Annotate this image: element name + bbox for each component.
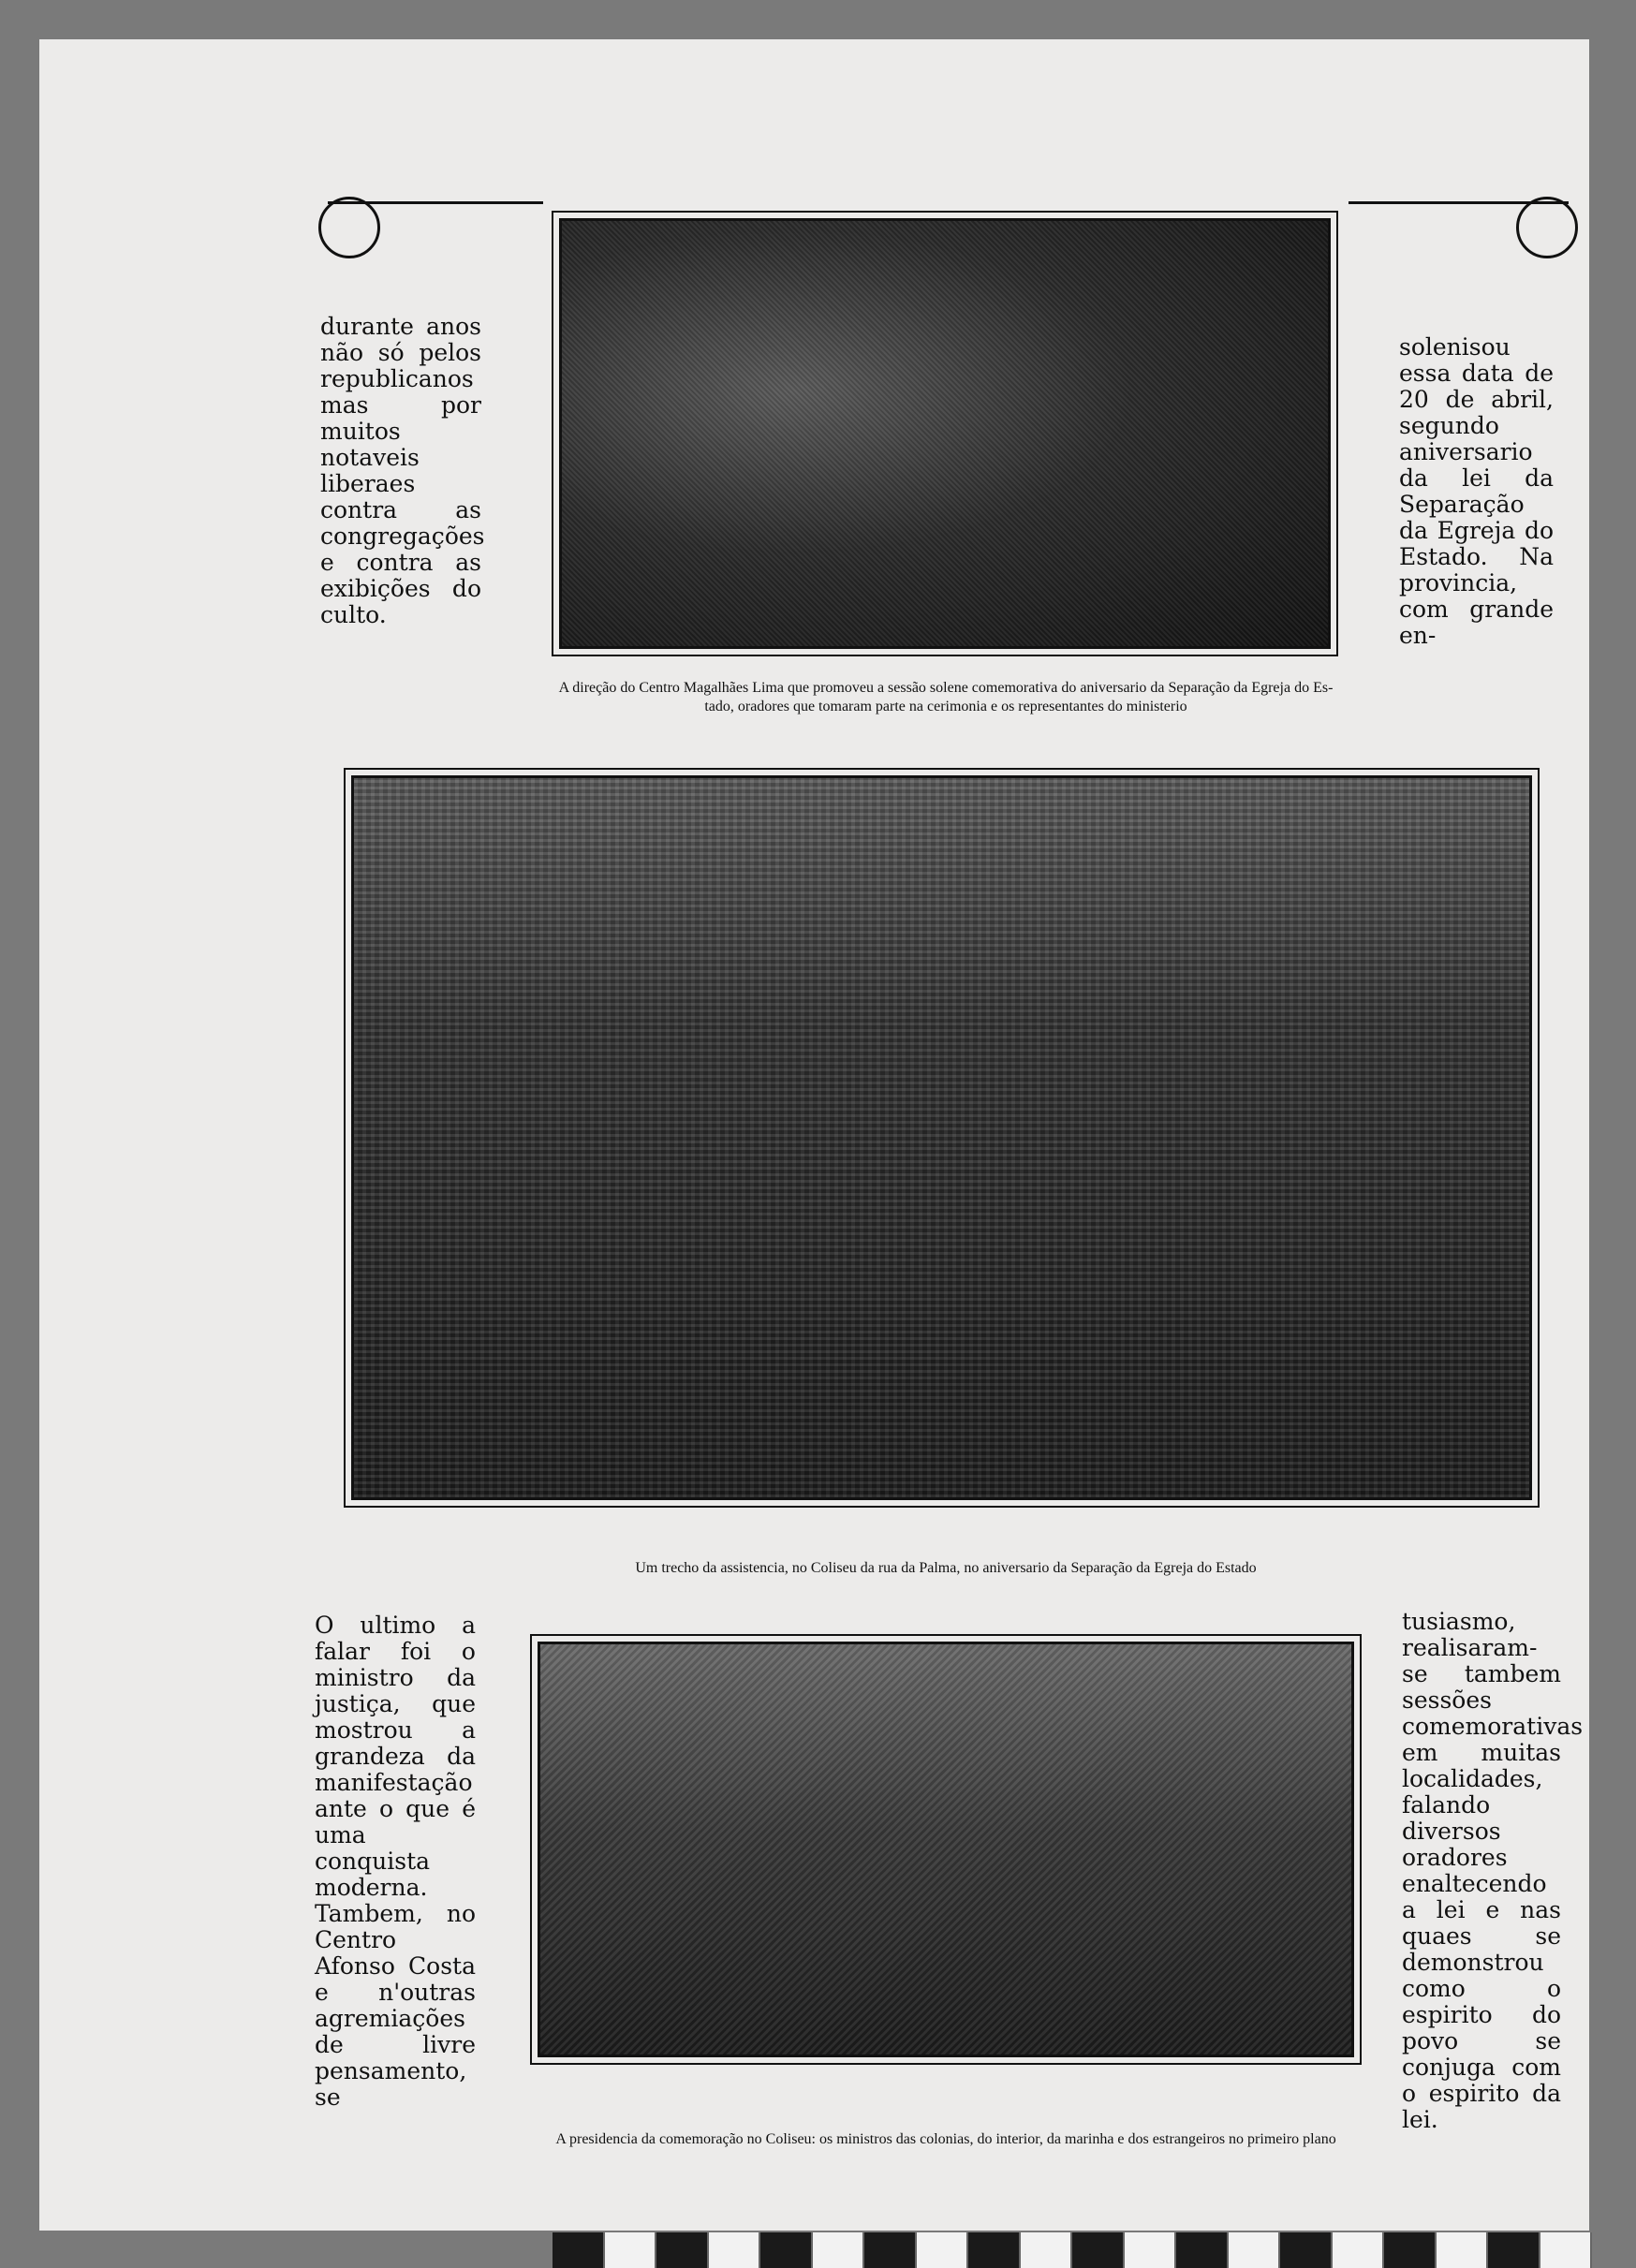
article-text: solenisou essa data de 20 de abril, segundo aniversario da lei da Separação da Egreja do Estado. Na provincia, com grande en- [1399,333,1554,649]
article-text: durante anos não só pelos republicanos mas por muitos notaveis liberaes contra as congregações e contra as exibições do culto. [320,313,485,628]
photo-centro-magalhaes-lima [559,218,1331,649]
column-right-top [1399,334,1554,649]
article-text: tusiasmo, realisaram-se tambem sessões comemorativas em muitas localidades, falando diversos oradores enaltecendo a lei e nas quaes se demonstrou como o espirito do povo se conjuga com o espirito da lei. [1402,1608,1584,2133]
caption-photo-3: A presidencia da comemoração no Coliseu: os ministros das colonias, do interior, da marinha e dos estrangeiros no primeiro plano [555,2131,1336,2147]
photo-coliseu-crowd [351,775,1532,1500]
scale-bar [553,2232,1592,2268]
ornament-right [1349,201,1569,223]
photo-coliseu-presidency [538,1642,1354,2057]
caption-photo-2: Um trecho da assistencia, no Coliseu da rua da Palma, no aniversario da Separação da Egreja do Estado [635,1560,1257,1576]
column-left-bottom [315,1613,476,2111]
caption-line: A direção do Centro Magalhães Lima que promoveu a sessão solene comemorativa do aniversario da Separação da Egreja do Es- [558,680,1334,696]
column-left-top [320,313,485,628]
article-text: Tambem, no Centro Afonso Costa e n'outras agremiações de livre pensamento, se [315,1900,476,2111]
ornament-left [328,201,543,223]
caption-line: tado, oradores que tomaram parte na cerimonia e os representantes do ministerio [704,699,1187,714]
column-right-bottom [1402,1608,1584,2133]
caption-photo-1 [337,679,1555,716]
article-text: O ultimo a falar foi o ministro da justiça, que mostrou a grandeza da manifestação ante o que é uma conquista moderna. [315,1612,476,1901]
